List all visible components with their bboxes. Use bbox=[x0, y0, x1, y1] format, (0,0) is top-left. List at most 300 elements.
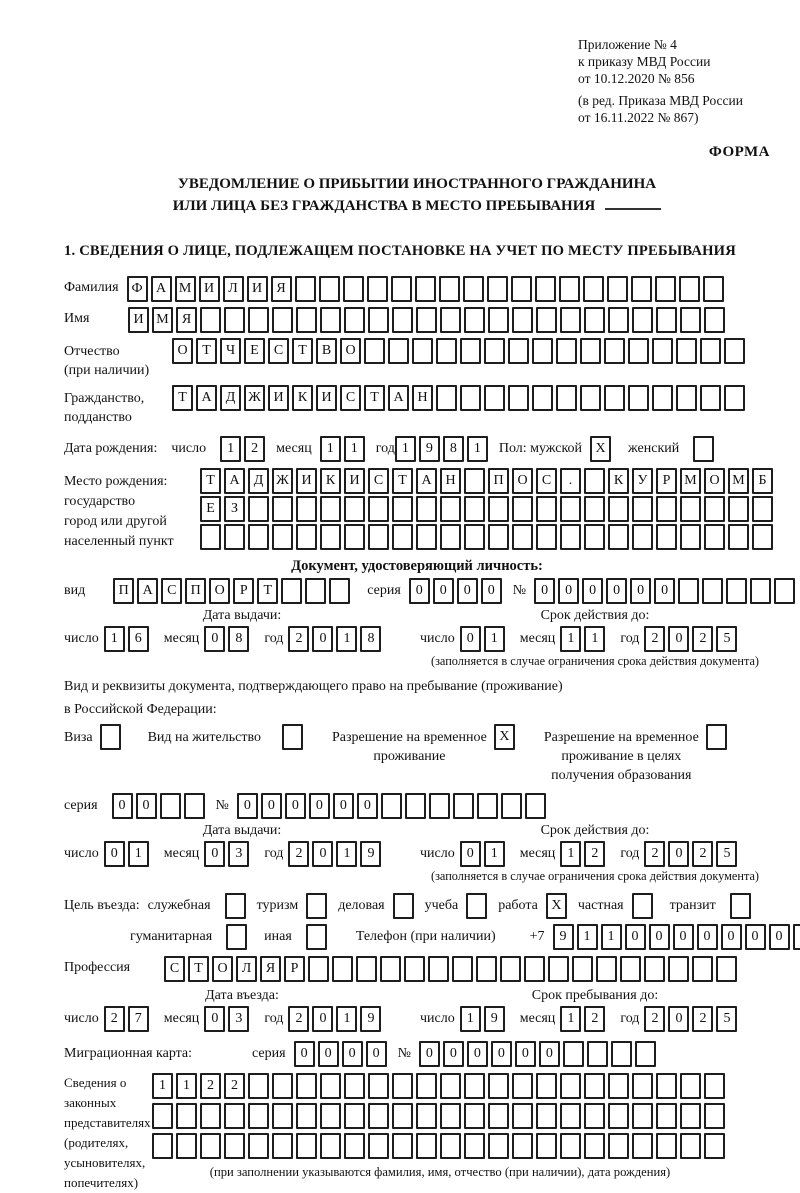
char-box[interactable]: И bbox=[316, 385, 337, 411]
char-box[interactable] bbox=[559, 276, 580, 302]
char-box[interactable] bbox=[679, 276, 700, 302]
char-box[interactable]: П bbox=[113, 578, 134, 604]
char-box[interactable] bbox=[416, 1103, 437, 1129]
char-box[interactable]: С bbox=[340, 385, 361, 411]
char-box[interactable]: 9 bbox=[360, 1006, 381, 1032]
char-box[interactable]: 2 bbox=[692, 626, 713, 652]
char-box[interactable] bbox=[680, 307, 701, 333]
char-box[interactable] bbox=[512, 524, 533, 550]
char-box[interactable] bbox=[464, 524, 485, 550]
char-box[interactable]: 0 bbox=[136, 793, 157, 819]
char-box[interactable]: З bbox=[224, 496, 245, 522]
char-box[interactable]: 0 bbox=[467, 1041, 488, 1067]
char-box[interactable]: 1 bbox=[484, 841, 505, 867]
char-box[interactable] bbox=[200, 524, 221, 550]
char-box[interactable] bbox=[388, 338, 409, 364]
char-box[interactable] bbox=[632, 307, 653, 333]
char-box[interactable] bbox=[774, 578, 795, 604]
char-box[interactable]: 9 bbox=[419, 436, 440, 462]
char-box[interactable] bbox=[368, 496, 389, 522]
char-box[interactable] bbox=[412, 338, 433, 364]
char-box[interactable]: 0 bbox=[112, 793, 133, 819]
char-box[interactable]: Ж bbox=[272, 468, 293, 494]
char-box[interactable] bbox=[487, 276, 508, 302]
char-box[interactable]: 1 bbox=[336, 841, 357, 867]
char-box[interactable]: 2 bbox=[224, 1073, 245, 1099]
char-box[interactable]: И bbox=[296, 468, 317, 494]
char-box[interactable] bbox=[224, 1103, 245, 1129]
char-box[interactable]: 1 bbox=[128, 841, 149, 867]
char-box[interactable] bbox=[463, 276, 484, 302]
char-box[interactable] bbox=[652, 338, 673, 364]
char-box[interactable]: И bbox=[268, 385, 289, 411]
char-box[interactable]: Т bbox=[196, 338, 217, 364]
char-box[interactable] bbox=[704, 524, 725, 550]
char-box[interactable] bbox=[584, 307, 605, 333]
char-box[interactable] bbox=[392, 307, 413, 333]
char-box[interactable] bbox=[680, 524, 701, 550]
char-box[interactable]: 0 bbox=[312, 841, 333, 867]
char-box[interactable]: 2 bbox=[200, 1073, 221, 1099]
char-box[interactable]: 2 bbox=[584, 1006, 605, 1032]
char-box[interactable] bbox=[632, 1073, 653, 1099]
char-box[interactable] bbox=[368, 524, 389, 550]
char-box[interactable]: Я bbox=[271, 276, 292, 302]
char-box[interactable] bbox=[452, 956, 473, 982]
char-box[interactable] bbox=[724, 338, 745, 364]
char-box[interactable] bbox=[226, 924, 247, 950]
char-box[interactable] bbox=[248, 496, 269, 522]
char-box[interactable] bbox=[628, 338, 649, 364]
char-box[interactable] bbox=[464, 1073, 485, 1099]
char-box[interactable]: Б bbox=[752, 468, 773, 494]
char-box[interactable] bbox=[488, 1103, 509, 1129]
char-box[interactable]: 0 bbox=[433, 578, 454, 604]
char-box[interactable] bbox=[632, 1133, 653, 1159]
char-box[interactable] bbox=[416, 524, 437, 550]
char-box[interactable]: 7 bbox=[128, 1006, 149, 1032]
char-box[interactable]: О bbox=[512, 468, 533, 494]
char-box[interactable] bbox=[436, 338, 457, 364]
char-box[interactable]: 2 bbox=[644, 841, 665, 867]
char-box[interactable]: М bbox=[728, 468, 749, 494]
char-box[interactable] bbox=[726, 578, 747, 604]
char-box[interactable] bbox=[563, 1041, 584, 1067]
char-box[interactable]: 2 bbox=[644, 1006, 665, 1032]
char-box[interactable]: 0 bbox=[491, 1041, 512, 1067]
char-box[interactable] bbox=[392, 1133, 413, 1159]
char-box[interactable] bbox=[464, 1103, 485, 1129]
char-box[interactable] bbox=[704, 1133, 725, 1159]
char-box[interactable] bbox=[306, 924, 327, 950]
char-box[interactable]: 1 bbox=[176, 1073, 197, 1099]
char-box[interactable] bbox=[536, 1133, 557, 1159]
char-box[interactable] bbox=[176, 1133, 197, 1159]
char-box[interactable] bbox=[525, 793, 546, 819]
char-box[interactable] bbox=[501, 793, 522, 819]
char-box[interactable] bbox=[296, 1073, 317, 1099]
char-box[interactable]: Л bbox=[236, 956, 257, 982]
char-box[interactable]: 0 bbox=[204, 1006, 225, 1032]
char-box[interactable] bbox=[392, 1103, 413, 1129]
char-box[interactable] bbox=[428, 956, 449, 982]
char-box[interactable] bbox=[587, 1041, 608, 1067]
char-box[interactable]: Ч bbox=[220, 338, 241, 364]
char-box[interactable] bbox=[100, 724, 121, 750]
char-box[interactable]: 1 bbox=[467, 436, 488, 462]
char-box[interactable] bbox=[392, 524, 413, 550]
char-box[interactable] bbox=[176, 1103, 197, 1129]
char-box[interactable] bbox=[656, 307, 677, 333]
char-box[interactable] bbox=[632, 1103, 653, 1129]
char-box[interactable] bbox=[225, 893, 246, 919]
char-box[interactable] bbox=[700, 338, 721, 364]
char-box[interactable]: 0 bbox=[460, 841, 481, 867]
char-box[interactable]: 2 bbox=[644, 626, 665, 652]
char-box[interactable] bbox=[296, 496, 317, 522]
char-box[interactable] bbox=[560, 496, 581, 522]
char-box[interactable] bbox=[320, 524, 341, 550]
char-box[interactable] bbox=[296, 524, 317, 550]
char-box[interactable] bbox=[453, 793, 474, 819]
char-box[interactable] bbox=[596, 956, 617, 982]
char-box[interactable]: И bbox=[344, 468, 365, 494]
char-box[interactable] bbox=[693, 436, 714, 462]
char-box[interactable]: X bbox=[590, 436, 611, 462]
char-box[interactable] bbox=[415, 276, 436, 302]
char-box[interactable]: 1 bbox=[560, 626, 581, 652]
char-box[interactable]: 0 bbox=[539, 1041, 560, 1067]
char-box[interactable]: А bbox=[151, 276, 172, 302]
char-box[interactable] bbox=[702, 578, 723, 604]
char-box[interactable] bbox=[484, 385, 505, 411]
char-box[interactable]: 0 bbox=[457, 578, 478, 604]
char-box[interactable] bbox=[692, 956, 713, 982]
char-box[interactable]: 0 bbox=[668, 841, 689, 867]
char-box[interactable] bbox=[320, 1133, 341, 1159]
char-box[interactable] bbox=[344, 1133, 365, 1159]
char-box[interactable] bbox=[512, 1133, 533, 1159]
char-box[interactable] bbox=[635, 1041, 656, 1067]
char-box[interactable] bbox=[364, 338, 385, 364]
char-box[interactable] bbox=[488, 1073, 509, 1099]
char-box[interactable] bbox=[632, 524, 653, 550]
char-box[interactable] bbox=[608, 307, 629, 333]
char-box[interactable]: О bbox=[212, 956, 233, 982]
char-box[interactable] bbox=[604, 338, 625, 364]
char-box[interactable]: А bbox=[196, 385, 217, 411]
char-box[interactable] bbox=[512, 1073, 533, 1099]
char-box[interactable]: 0 bbox=[534, 578, 555, 604]
char-box[interactable] bbox=[429, 793, 450, 819]
char-box[interactable] bbox=[295, 276, 316, 302]
char-box[interactable]: П bbox=[185, 578, 206, 604]
char-box[interactable]: С bbox=[268, 338, 289, 364]
char-box[interactable] bbox=[680, 1073, 701, 1099]
char-box[interactable] bbox=[439, 276, 460, 302]
char-box[interactable] bbox=[416, 1133, 437, 1159]
char-box[interactable]: 1 bbox=[344, 436, 365, 462]
char-box[interactable] bbox=[296, 307, 317, 333]
char-box[interactable]: 2 bbox=[288, 841, 309, 867]
char-box[interactable] bbox=[281, 578, 302, 604]
char-box[interactable] bbox=[730, 893, 751, 919]
char-box[interactable] bbox=[440, 1073, 461, 1099]
char-box[interactable]: И bbox=[128, 307, 149, 333]
char-box[interactable]: 2 bbox=[104, 1006, 125, 1032]
char-box[interactable] bbox=[532, 338, 553, 364]
char-box[interactable] bbox=[500, 956, 521, 982]
char-box[interactable]: 3 bbox=[228, 1006, 249, 1032]
char-box[interactable]: С bbox=[164, 956, 185, 982]
char-box[interactable]: Р bbox=[284, 956, 305, 982]
char-box[interactable]: 2 bbox=[244, 436, 265, 462]
char-box[interactable]: . bbox=[560, 468, 581, 494]
char-box[interactable]: О bbox=[209, 578, 230, 604]
char-box[interactable] bbox=[416, 1073, 437, 1099]
char-box[interactable] bbox=[319, 276, 340, 302]
char-box[interactable] bbox=[272, 1103, 293, 1129]
char-box[interactable]: А bbox=[416, 468, 437, 494]
char-box[interactable]: Т bbox=[200, 468, 221, 494]
char-box[interactable]: X bbox=[494, 724, 515, 750]
char-box[interactable] bbox=[440, 524, 461, 550]
char-box[interactable]: 1 bbox=[336, 1006, 357, 1032]
char-box[interactable]: С bbox=[368, 468, 389, 494]
char-box[interactable] bbox=[392, 496, 413, 522]
char-box[interactable]: 0 bbox=[357, 793, 378, 819]
char-box[interactable]: А bbox=[224, 468, 245, 494]
char-box[interactable] bbox=[511, 276, 532, 302]
char-box[interactable]: 1 bbox=[395, 436, 416, 462]
char-box[interactable]: В bbox=[316, 338, 337, 364]
char-box[interactable]: 2 bbox=[288, 1006, 309, 1032]
char-box[interactable] bbox=[703, 276, 724, 302]
char-box[interactable] bbox=[368, 1133, 389, 1159]
char-box[interactable] bbox=[536, 1103, 557, 1129]
char-box[interactable] bbox=[580, 338, 601, 364]
char-box[interactable]: 0 bbox=[237, 793, 258, 819]
char-box[interactable] bbox=[332, 956, 353, 982]
char-box[interactable] bbox=[344, 307, 365, 333]
char-box[interactable] bbox=[272, 307, 293, 333]
char-box[interactable] bbox=[608, 496, 629, 522]
char-box[interactable]: К bbox=[608, 468, 629, 494]
char-box[interactable]: 9 bbox=[360, 841, 381, 867]
char-box[interactable] bbox=[200, 1103, 221, 1129]
char-box[interactable] bbox=[656, 524, 677, 550]
char-box[interactable] bbox=[793, 924, 800, 950]
char-box[interactable]: 0 bbox=[285, 793, 306, 819]
char-box[interactable] bbox=[580, 385, 601, 411]
char-box[interactable] bbox=[752, 496, 773, 522]
char-box[interactable] bbox=[704, 307, 725, 333]
char-box[interactable] bbox=[656, 1103, 677, 1129]
char-box[interactable]: 0 bbox=[630, 578, 651, 604]
char-box[interactable] bbox=[356, 956, 377, 982]
char-box[interactable]: 0 bbox=[366, 1041, 387, 1067]
char-box[interactable] bbox=[620, 956, 641, 982]
char-box[interactable] bbox=[391, 276, 412, 302]
char-box[interactable] bbox=[532, 385, 553, 411]
char-box[interactable]: 0 bbox=[558, 578, 579, 604]
char-box[interactable]: Т bbox=[257, 578, 278, 604]
char-box[interactable] bbox=[676, 338, 697, 364]
char-box[interactable] bbox=[560, 524, 581, 550]
char-box[interactable] bbox=[488, 496, 509, 522]
char-box[interactable] bbox=[368, 1073, 389, 1099]
char-box[interactable] bbox=[536, 496, 557, 522]
char-box[interactable] bbox=[224, 1133, 245, 1159]
char-box[interactable]: 8 bbox=[360, 626, 381, 652]
char-box[interactable] bbox=[488, 1133, 509, 1159]
char-box[interactable] bbox=[329, 578, 350, 604]
char-box[interactable]: П bbox=[488, 468, 509, 494]
char-box[interactable]: 0 bbox=[606, 578, 627, 604]
char-box[interactable]: Т bbox=[392, 468, 413, 494]
char-box[interactable] bbox=[152, 1133, 173, 1159]
char-box[interactable] bbox=[583, 276, 604, 302]
char-box[interactable] bbox=[272, 1133, 293, 1159]
char-box[interactable]: Е bbox=[200, 496, 221, 522]
char-box[interactable]: 2 bbox=[692, 841, 713, 867]
char-box[interactable]: 1 bbox=[152, 1073, 173, 1099]
char-box[interactable] bbox=[460, 338, 481, 364]
char-box[interactable] bbox=[368, 307, 389, 333]
char-box[interactable] bbox=[464, 307, 485, 333]
char-box[interactable]: Н bbox=[440, 468, 461, 494]
char-box[interactable] bbox=[224, 307, 245, 333]
char-box[interactable]: А bbox=[388, 385, 409, 411]
char-box[interactable] bbox=[704, 1073, 725, 1099]
char-box[interactable]: 6 bbox=[128, 626, 149, 652]
char-box[interactable]: 3 bbox=[228, 841, 249, 867]
char-box[interactable] bbox=[272, 524, 293, 550]
char-box[interactable]: М bbox=[152, 307, 173, 333]
char-box[interactable]: 0 bbox=[318, 1041, 339, 1067]
char-box[interactable]: 5 bbox=[716, 626, 737, 652]
char-box[interactable] bbox=[200, 1133, 221, 1159]
char-box[interactable]: 1 bbox=[584, 626, 605, 652]
char-box[interactable] bbox=[464, 468, 485, 494]
char-box[interactable] bbox=[320, 307, 341, 333]
char-box[interactable]: 0 bbox=[309, 793, 330, 819]
char-box[interactable] bbox=[752, 524, 773, 550]
char-box[interactable]: 9 bbox=[484, 1006, 505, 1032]
char-box[interactable] bbox=[584, 524, 605, 550]
char-box[interactable]: 9 bbox=[553, 924, 574, 950]
char-box[interactable] bbox=[608, 1133, 629, 1159]
char-box[interactable] bbox=[584, 1103, 605, 1129]
char-box[interactable]: О bbox=[172, 338, 193, 364]
char-box[interactable]: 1 bbox=[560, 1006, 581, 1032]
char-box[interactable] bbox=[320, 496, 341, 522]
char-box[interactable] bbox=[584, 1133, 605, 1159]
char-box[interactable] bbox=[632, 496, 653, 522]
char-box[interactable]: 1 bbox=[220, 436, 241, 462]
char-box[interactable] bbox=[367, 276, 388, 302]
char-box[interactable] bbox=[608, 524, 629, 550]
char-box[interactable]: 0 bbox=[515, 1041, 536, 1067]
char-box[interactable]: К bbox=[320, 468, 341, 494]
char-box[interactable] bbox=[320, 1103, 341, 1129]
char-box[interactable]: Т bbox=[292, 338, 313, 364]
char-box[interactable] bbox=[656, 1073, 677, 1099]
char-box[interactable]: 0 bbox=[673, 924, 694, 950]
char-box[interactable] bbox=[344, 1103, 365, 1129]
char-box[interactable] bbox=[628, 385, 649, 411]
char-box[interactable] bbox=[556, 385, 577, 411]
char-box[interactable]: Р bbox=[656, 468, 677, 494]
char-box[interactable]: 0 bbox=[342, 1041, 363, 1067]
char-box[interactable]: 0 bbox=[654, 578, 675, 604]
char-box[interactable]: К bbox=[292, 385, 313, 411]
char-box[interactable] bbox=[724, 385, 745, 411]
char-box[interactable] bbox=[248, 307, 269, 333]
char-box[interactable]: 0 bbox=[625, 924, 646, 950]
char-box[interactable] bbox=[632, 893, 653, 919]
char-box[interactable]: 0 bbox=[419, 1041, 440, 1067]
char-box[interactable] bbox=[416, 307, 437, 333]
char-box[interactable]: Я bbox=[260, 956, 281, 982]
char-box[interactable]: 5 bbox=[716, 1006, 737, 1032]
char-box[interactable] bbox=[512, 496, 533, 522]
char-box[interactable]: Т bbox=[172, 385, 193, 411]
char-box[interactable]: Е bbox=[244, 338, 265, 364]
char-box[interactable] bbox=[248, 1133, 269, 1159]
char-box[interactable]: 0 bbox=[745, 924, 766, 950]
char-box[interactable] bbox=[464, 1133, 485, 1159]
char-box[interactable]: 0 bbox=[460, 626, 481, 652]
char-box[interactable]: С bbox=[161, 578, 182, 604]
char-box[interactable] bbox=[248, 1073, 269, 1099]
char-box[interactable]: 1 bbox=[577, 924, 598, 950]
char-box[interactable]: Р bbox=[233, 578, 254, 604]
char-box[interactable]: Л bbox=[223, 276, 244, 302]
char-box[interactable]: 0 bbox=[649, 924, 670, 950]
char-box[interactable] bbox=[440, 1103, 461, 1129]
char-box[interactable] bbox=[704, 1103, 725, 1129]
char-box[interactable] bbox=[440, 496, 461, 522]
char-box[interactable] bbox=[728, 496, 749, 522]
char-box[interactable] bbox=[611, 1041, 632, 1067]
char-box[interactable] bbox=[652, 385, 673, 411]
char-box[interactable]: Т bbox=[364, 385, 385, 411]
char-box[interactable] bbox=[404, 956, 425, 982]
char-box[interactable] bbox=[248, 524, 269, 550]
char-box[interactable] bbox=[282, 724, 303, 750]
char-box[interactable]: Ф bbox=[127, 276, 148, 302]
char-box[interactable] bbox=[484, 338, 505, 364]
char-box[interactable] bbox=[535, 276, 556, 302]
char-box[interactable] bbox=[436, 385, 457, 411]
char-box[interactable] bbox=[305, 578, 326, 604]
char-box[interactable] bbox=[584, 468, 605, 494]
char-box[interactable] bbox=[160, 793, 181, 819]
char-box[interactable] bbox=[584, 496, 605, 522]
char-box[interactable]: И bbox=[199, 276, 220, 302]
char-box[interactable] bbox=[536, 524, 557, 550]
char-box[interactable]: 0 bbox=[668, 1006, 689, 1032]
char-box[interactable] bbox=[248, 1103, 269, 1129]
char-box[interactable]: 5 bbox=[716, 841, 737, 867]
char-box[interactable]: 2 bbox=[288, 626, 309, 652]
char-box[interactable] bbox=[344, 1073, 365, 1099]
char-box[interactable] bbox=[368, 1103, 389, 1129]
char-box[interactable] bbox=[466, 893, 487, 919]
char-box[interactable]: 1 bbox=[104, 626, 125, 652]
char-box[interactable]: 0 bbox=[204, 841, 225, 867]
